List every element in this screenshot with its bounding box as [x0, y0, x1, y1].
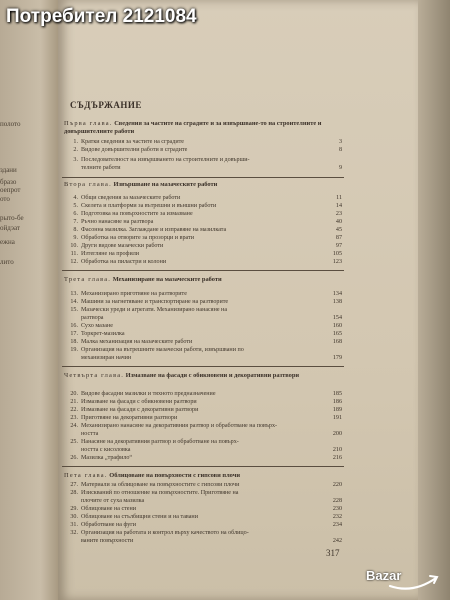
entry-number: 32. — [70, 530, 78, 536]
entry-text: Механизирано нанасяне на декоративния разтвор и обработване на повърх- — [81, 423, 278, 429]
entry-text: Фасонна мазилка. Заглаждане и изправяне на мазилката — [81, 227, 227, 233]
chapter-title: Извършване на мазаческите работи — [113, 181, 218, 188]
section-divider — [62, 466, 344, 467]
entry-number: 14. — [70, 299, 78, 305]
left-page-text: лито — [0, 258, 14, 266]
entry-text: Обработка на пиластри и колони — [81, 259, 167, 265]
entry-number: 16. — [70, 323, 78, 329]
toc-entry — [66, 414, 342, 422]
entry-number: 8. — [73, 227, 78, 233]
entry-number: 13. — [70, 291, 78, 297]
left-page-text: полото — [0, 120, 21, 128]
entry-page: 220 — [332, 482, 342, 488]
entry-page: 40 — [335, 219, 342, 225]
entry-text: Обработка на отворите за прозорци и врати — [81, 235, 194, 241]
chapter-heading — [64, 120, 334, 136]
entry-text: Видове довършителни работи в сградите — [81, 147, 188, 153]
entry-text: Облицоване на стълбищни стени и на тавани — [81, 514, 198, 520]
toc-entry — [66, 306, 342, 314]
toc-entry — [66, 298, 342, 306]
entry-text: Малка механизация на мазаческите работи — [81, 339, 193, 345]
left-page-text: ойдэат — [0, 224, 20, 232]
entry-page: 200 — [332, 431, 342, 437]
entry-number: 15. — [70, 307, 78, 313]
toc-entry — [66, 242, 342, 250]
entry-text: Приготвяне на декоративни разтвори — [81, 415, 178, 421]
entry-page: 138 — [332, 299, 342, 305]
entry-number: 27. — [70, 482, 78, 488]
toc-entry — [66, 438, 342, 446]
entry-number: 19. — [70, 347, 78, 353]
entry-text: Обработване на фуги — [81, 522, 137, 528]
toc-entry — [66, 194, 342, 202]
section-divider — [62, 177, 344, 178]
toc-entry — [66, 346, 342, 354]
entry-page: 134 — [332, 291, 342, 297]
entry-page: 9 — [338, 165, 342, 171]
entry-page: 97 — [335, 243, 342, 249]
entry-number: 25. — [70, 439, 78, 445]
user-banner: Потребител 2121084 — [6, 6, 197, 27]
toc-entry — [66, 250, 342, 258]
entry-text: Други видове мазачески работи — [81, 243, 164, 249]
entry-page: 8 — [338, 147, 342, 153]
left-page-text: оепрот — [0, 186, 21, 194]
entry-page: 165 — [332, 331, 342, 337]
entry-text: Нанасяне на декоративния разтвор и обработване на повърх- — [81, 439, 239, 445]
toc-entry — [66, 138, 342, 146]
entry-page: 185 — [332, 391, 342, 397]
entry-number: 4. — [73, 195, 78, 201]
entry-text: Материали за облицоване на повърхностите с гипсови плочи — [81, 482, 240, 488]
entry-number: 5. — [73, 203, 78, 209]
toc-entry — [66, 489, 342, 497]
entry-text: Измазване на фасади с обикновени разтвори — [81, 399, 197, 405]
entry-page: 154 — [332, 315, 342, 321]
entry-page: 216 — [332, 455, 342, 461]
entry-text: Видове фасадни мазилки и тяхното предназначение — [81, 391, 216, 397]
toc-entry — [66, 218, 342, 226]
entry-number: 30. — [70, 514, 78, 520]
entry-text: Скелета и платформи за вътрешни и външни работи — [81, 203, 217, 209]
toc-entry — [66, 497, 342, 505]
entry-number: 23. — [70, 415, 78, 421]
entry-page: 11 — [336, 195, 342, 201]
entry-page: 186 — [332, 399, 342, 405]
chapter-label: Втора глава. — [64, 181, 112, 188]
entry-text: Облицоване на стени — [81, 506, 137, 512]
chapter-heading — [64, 472, 334, 480]
chapter-title: Облицоване на повърхности с гипсови плочи — [109, 472, 241, 479]
toc-entry — [66, 210, 342, 218]
toc-entry — [66, 537, 342, 545]
entry-text: Последователност на извършването на строителните и довърши- — [81, 157, 250, 163]
toc-entry — [66, 314, 342, 322]
toc-entry — [66, 454, 342, 462]
entry-text: ността — [81, 431, 99, 437]
section-divider — [62, 366, 344, 367]
entry-page: 234 — [332, 522, 342, 528]
toc-entry — [66, 481, 342, 489]
toc-entry — [66, 406, 342, 414]
entry-number: 29. — [70, 506, 78, 512]
chapter-heading — [64, 181, 334, 189]
entry-page: 230 — [332, 506, 342, 512]
entry-text: Измазване на фасади с декоративни разтвори — [81, 407, 199, 413]
entry-number: 3. — [73, 157, 78, 163]
left-page-text: ежна — [0, 238, 15, 246]
entry-number: 10. — [70, 243, 78, 249]
entry-page: 168 — [332, 339, 342, 345]
entry-text: Мазилка „трафило“ — [81, 455, 133, 461]
toc-entry — [66, 330, 342, 338]
entry-number: 26. — [70, 455, 78, 461]
toc-entry — [66, 156, 342, 164]
entry-text: Торкрет-мазилка — [81, 331, 125, 337]
entry-text: Организация на работата и контрол върху качеството на облицо- — [81, 530, 249, 536]
toc-entry — [66, 446, 342, 454]
left-page-edge — [0, 0, 58, 600]
entry-number: 28. — [70, 490, 78, 496]
left-page-text: ото — [0, 195, 10, 203]
left-page-text: бразо — [0, 178, 17, 186]
chapter-label: Трета глава. — [64, 276, 112, 283]
chapter-heading — [64, 276, 334, 284]
entry-text: разтвора — [81, 315, 104, 321]
entry-text: Механизирано приготвяне на разтворите — [81, 291, 187, 297]
section-divider — [62, 270, 344, 271]
toc-entry — [66, 164, 342, 172]
chapter-title: Механизиране на мазаческите работи — [112, 276, 222, 283]
entry-number: 24. — [70, 423, 78, 429]
entry-number: 7. — [73, 219, 78, 225]
entry-page: 45 — [335, 227, 342, 233]
entry-number: 2. — [73, 147, 78, 153]
chapter-label: Пета глава. — [64, 472, 108, 479]
entry-text: плочите от суха мазилка — [81, 498, 145, 504]
chapter-label: Четвърта глава. — [64, 372, 125, 379]
entry-number: 1. — [73, 139, 78, 145]
chapter-heading — [64, 372, 334, 380]
watermark-text: Bazar — [366, 568, 402, 583]
page-number: 317 — [326, 548, 340, 558]
toc-entry — [66, 338, 342, 346]
chapter-title: Сведения за частите на сградите и за извършване-то на строителните и довършителните работи — [64, 120, 322, 135]
entry-page: 189 — [332, 407, 342, 413]
toc-entry — [66, 322, 342, 330]
toc-entry — [66, 202, 342, 210]
entry-page: 105 — [332, 251, 342, 257]
entry-text: Общи сведения за мазаческите работи — [81, 195, 181, 201]
entry-text: Изтегляне на профили — [81, 251, 140, 257]
entry-page: 228 — [332, 498, 342, 504]
entry-page: 14 — [335, 203, 342, 209]
toc-entry — [66, 290, 342, 298]
entry-number: 18. — [70, 339, 78, 345]
entry-page: 123 — [332, 259, 342, 265]
entry-page: 23 — [335, 211, 342, 217]
toc-entry — [66, 521, 342, 529]
entry-number: 12. — [70, 259, 78, 265]
toc-entry — [66, 422, 342, 430]
toc-entry — [66, 258, 342, 266]
toc-entry — [66, 390, 342, 398]
toc-entry — [66, 146, 342, 154]
toc-entry — [66, 226, 342, 234]
entry-page: 232 — [332, 514, 342, 520]
entry-number: 9. — [73, 235, 78, 241]
toc-entry — [66, 354, 342, 362]
entry-page: 87 — [335, 235, 342, 241]
left-page-text: здани — [0, 166, 17, 174]
entry-text: ността с кисоловка — [81, 447, 131, 453]
entry-number: 6. — [73, 211, 78, 217]
entry-number: 22. — [70, 407, 78, 413]
entry-page: 160 — [332, 323, 342, 329]
toc-entry — [66, 505, 342, 513]
entry-number: 31. — [70, 522, 78, 528]
entry-text: Машини за нагнетяване и транспортиране на разтворите — [81, 299, 229, 305]
entry-number: 17. — [70, 331, 78, 337]
toc-entry — [66, 430, 342, 438]
entry-text: ваните повърхности — [81, 538, 134, 544]
toc-entry — [66, 513, 342, 521]
toc-title: СЪДЪРЖАНИЕ — [70, 100, 142, 110]
entry-page: 3 — [338, 139, 342, 145]
toc-entry — [66, 398, 342, 406]
entry-text: Изискваний по отношение на повърхностите. Приготвяне на — [81, 490, 239, 496]
chapter-title: Измазване на фасади с обикновени и декоративни разтвори — [125, 372, 300, 379]
entry-text: Кратки сведения за частите на сградите — [81, 139, 184, 145]
entry-text: Организация на вътрешните мазачески работи, извършвани по — [81, 347, 244, 353]
entry-page: 210 — [332, 447, 342, 453]
toc-entry — [66, 529, 342, 537]
chapter-label: Първа глава. — [64, 120, 113, 127]
entry-page: 242 — [332, 538, 342, 544]
entry-page: 191 — [332, 415, 342, 421]
entry-text: механизиран начин — [81, 355, 132, 361]
toc-entry — [66, 234, 342, 242]
entry-number: 21. — [70, 399, 78, 405]
entry-number: 20. — [70, 391, 78, 397]
entry-number: 11. — [70, 251, 78, 257]
entry-text: телните работи — [81, 165, 121, 171]
left-page-text: рыто-бе — [0, 214, 24, 222]
entry-text: Подготовка на повърхностите за измазване — [81, 211, 193, 217]
entry-text: Сухо мазане — [81, 323, 113, 329]
entry-text: Мазачески уреди и агрегати. Механизирано нанасяне на — [81, 307, 228, 313]
right-page-edge — [418, 0, 450, 600]
entry-text: Ръчно нанасяне на разтвора — [81, 219, 154, 225]
entry-page: 179 — [332, 355, 342, 361]
